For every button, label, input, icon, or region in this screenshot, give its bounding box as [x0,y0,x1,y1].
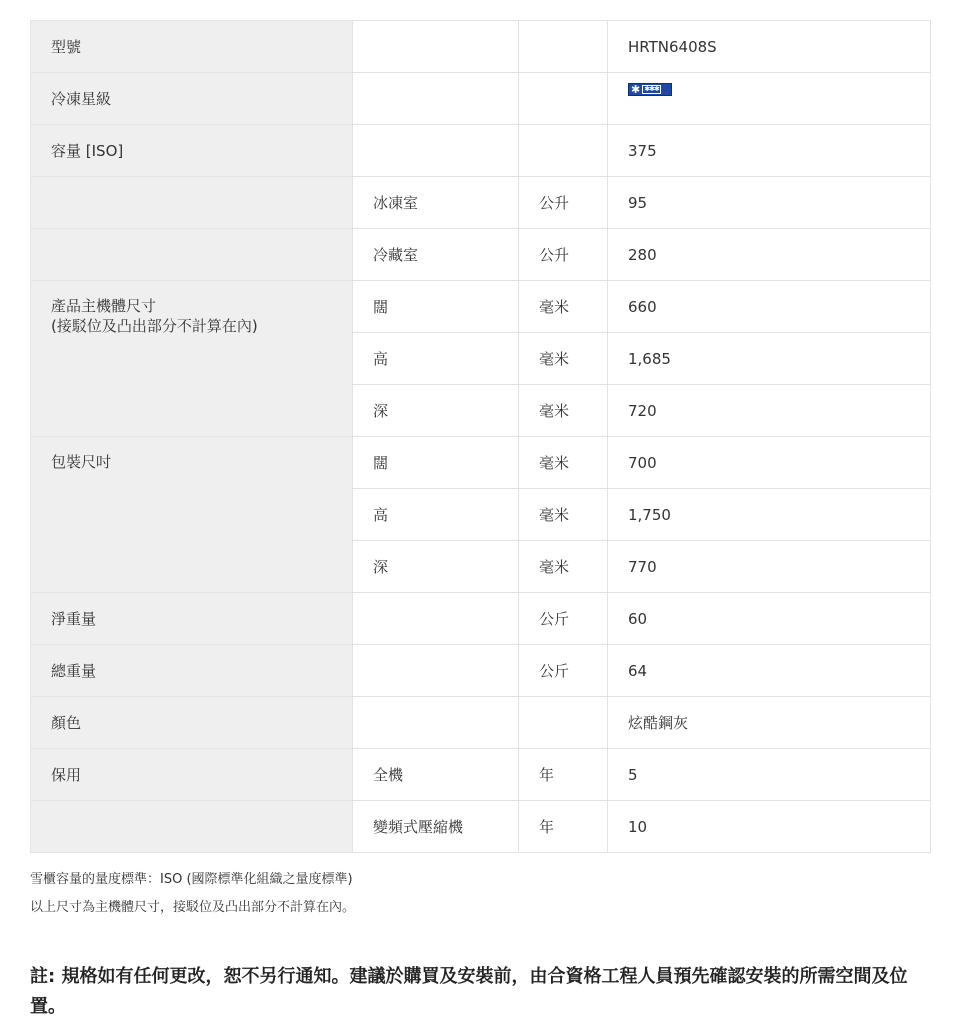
row-sub [353,697,519,749]
row-unit [519,125,608,177]
product-dimensions-note: (接駁位及凸出部分不計算在內) [51,317,258,335]
row-sub-whole-unit: 全機 [353,749,519,801]
row-unit: 毫米 [519,281,608,333]
table-row [31,21,931,73]
row-unit: 毫米 [519,489,608,541]
row-value: 5 [608,749,931,801]
row-unit [519,21,608,73]
table-row [31,125,931,177]
row-unit: 公升 [519,229,608,281]
row-unit: 毫米 [519,385,608,437]
table-row [31,645,931,697]
row-sub [353,73,519,125]
table-row [31,229,931,281]
row-label-net-weight: 淨重量 [31,593,353,645]
disclaimer: 註: 規格如有任何更改，恕不另行通知。建議於購買及安裝前，由合資格工程人員預先確認安裝的所需空間及位置。 [30,966,908,1017]
table-row [31,593,931,645]
row-value-star-rating [608,73,931,125]
row-value-capacity: 375 [608,125,931,177]
row-sub-compressor: 變頻式壓縮機 [353,801,519,853]
row-value: 1,685 [608,333,931,385]
row-unit: 公斤 [519,593,608,645]
row-unit [519,73,608,125]
row-sub [353,21,519,73]
row-sub-width: 闊 [353,437,519,489]
table-row [31,801,931,853]
row-sub [353,593,519,645]
row-unit: 毫米 [519,437,608,489]
product-dimensions-title: 產品主機體尺寸 [51,297,157,315]
row-sub [353,645,519,697]
row-sub-fridge: 冷藏室 [353,229,519,281]
table-row [31,73,931,125]
footnote-capacity-standard: 雪櫃容量的量度標準：ISO (國際標準化組織之量度標準) [30,872,353,887]
row-unit: 公斤 [519,645,608,697]
footnotes [30,870,930,926]
freezer-star-rating-icon: ✱ ✱✱✱ [628,83,672,96]
row-sub-height: 高 [353,333,519,385]
row-label-package-dimensions: 包裝尺吋 [31,437,353,593]
row-sub-depth: 深 [353,541,519,593]
table-row [31,177,931,229]
row-sub-freezer: 冰凍室 [353,177,519,229]
row-unit: 公升 [519,177,608,229]
row-label-product-dimensions [31,281,353,437]
row-label-model: 型號 [31,21,353,73]
row-sub-height: 高 [353,489,519,541]
row-unit: 年 [519,749,608,801]
row-value: 770 [608,541,931,593]
row-value: 700 [608,437,931,489]
row-value-model: HRTN6408S [608,21,931,73]
row-label-warranty: 保用 [31,749,353,801]
spec-table [30,20,931,853]
table-row [31,697,931,749]
table-row [31,749,931,801]
row-label-color: 顏色 [31,697,353,749]
row-value: 720 [608,385,931,437]
table-row [31,437,931,489]
row-value-fridge: 280 [608,229,931,281]
row-sub [353,125,519,177]
row-label-capacity: 容量 [ISO] [31,125,353,177]
row-value: 660 [608,281,931,333]
row-value-freezer: 95 [608,177,931,229]
row-unit: 年 [519,801,608,853]
row-value-color: 炫酷鋼灰 [608,697,931,749]
row-value: 10 [608,801,931,853]
row-label-star-rating: 冷凍星級 [31,73,353,125]
row-unit: 毫米 [519,333,608,385]
row-label-gross-weight: 總重量 [31,645,353,697]
row-unit: 毫米 [519,541,608,593]
row-sub-depth: 深 [353,385,519,437]
row-label [31,177,353,229]
row-label [31,801,353,853]
table-row [31,281,931,333]
row-value: 1,750 [608,489,931,541]
row-unit [519,697,608,749]
row-label [31,229,353,281]
row-value-net-weight: 60 [608,593,931,645]
row-value-gross-weight: 64 [608,645,931,697]
footnote-dimensions: 以上尺寸為主機體尺寸，接駁位及凸出部分不計算在內。 [30,900,356,915]
row-sub-width: 闊 [353,281,519,333]
